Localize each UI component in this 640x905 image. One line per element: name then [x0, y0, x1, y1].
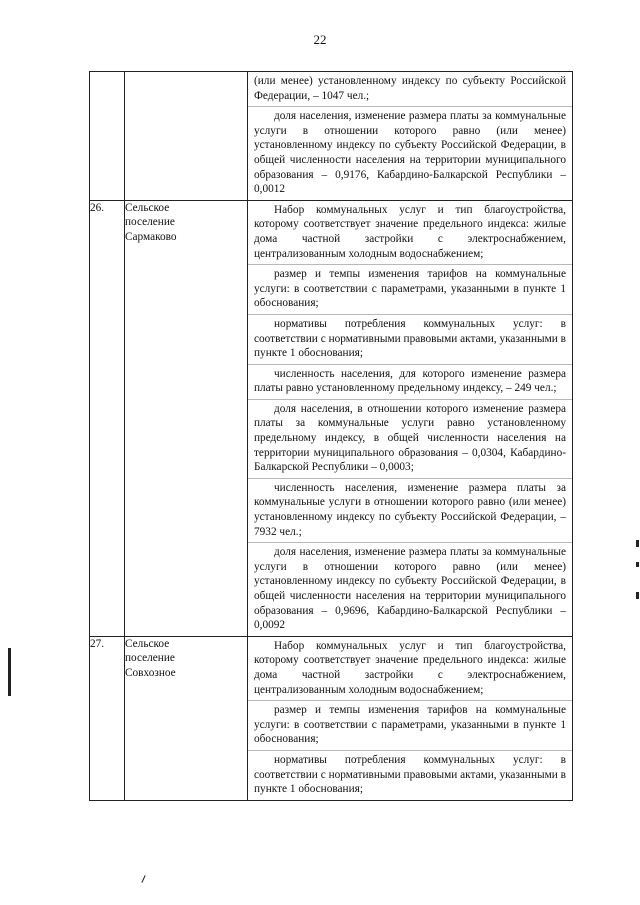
- settlement-name-line: поселение: [125, 216, 175, 229]
- settlement-name-line: Сельское: [125, 201, 170, 214]
- description-paragraph: доля населения, в отношении которого изменение размера платы за коммунальные услуги равно установленному предельному индексу, в общей численности населения на территории муниципального образования – 0,0304, Кабардино-Балкарской Республики – 0,0003;: [248, 399, 572, 478]
- scan-mark-bottom: [141, 875, 145, 883]
- description-paragraph: численность населения, для которого изменение размера платы равно установленному предельному индексу, – 249 чел.;: [248, 364, 572, 399]
- description-cell: [248, 636, 573, 800]
- table-row: [90, 72, 573, 201]
- row-number: 26.: [90, 200, 125, 636]
- description-paragraph: доля населения, изменение размера платы за коммунальные услуги в отношении которого равно (или менее) установленному индексу по субъекту Российской Федерации, в общей численности населения на территории муниципального образования – 0,9696, Кабардино-Балкарской Республики – 0,0092: [248, 542, 572, 636]
- row-number: [90, 72, 125, 201]
- scan-mark-right-2: [636, 562, 639, 567]
- table-body: [90, 72, 573, 801]
- row-number: 27.: [90, 636, 125, 800]
- settlements-table: [89, 71, 573, 801]
- description-paragraph: (или менее) установленному индексу по субъекту Российской Федерации, – 1047 чел.;: [254, 75, 566, 102]
- description-paragraph: численность населения, изменение размера платы за коммунальные услуги в отношении которого равно (или менее) установленному индексу по субъекту Российской Федерации, – 7932 чел.;: [248, 478, 572, 542]
- settlement-name-line: Сельское: [125, 637, 170, 650]
- settlement-name-line: Сармаково: [125, 230, 177, 243]
- settlement-name: [125, 72, 248, 201]
- page-number: 22: [313, 32, 327, 47]
- settlement-name: [125, 636, 248, 800]
- description-paragraph: Набор коммунальных услуг и тип благоустройства, которому соответствует значение предельного индекса: жилые дома частной застройки с электроснабжением, централизованным холодным водоснабжением;: [254, 203, 566, 260]
- description-paragraph: доля населения, изменение размера платы за коммунальные услуги в отношении которого равно (или менее) установленному индексу по субъекту Российской Федерации, в общей численности населения на территории муниципального образования – 0,9176, Кабардино-Балкарской Республики – 0,0012: [248, 106, 572, 200]
- settlement-name-line: поселение: [125, 652, 175, 665]
- settlement-name: [125, 200, 248, 636]
- settlement-name-line: Совхозное: [125, 666, 176, 679]
- scan-mark-left: [8, 648, 11, 696]
- description-cell: [248, 200, 573, 636]
- scan-mark-right-3: [636, 592, 639, 599]
- scan-mark-right-1: [636, 540, 639, 547]
- description-cell: [248, 72, 573, 201]
- description-paragraph: размер и темпы изменения тарифов на коммунальные услуги: в соответствии с параметрами, указанными в пункте 1 обоснования;: [248, 700, 572, 750]
- description-paragraph: размер и темпы изменения тарифов на коммунальные услуги: в соответствии с параметрами, указанными в пункте 1 обоснования;: [248, 264, 572, 314]
- description-paragraph: нормативы потребления коммунальных услуг: в соответствии с нормативными правовыми актами, указанными в пункте 1 обоснования;: [248, 314, 572, 364]
- description-paragraph: Набор коммунальных услуг и тип благоустройства, которому соответствует значение предельного индекса: жилые дома частной застройки с электроснабжением, централизованным холодным водоснабжением;: [254, 639, 566, 696]
- table-row: [90, 200, 573, 636]
- table-row: [90, 636, 573, 800]
- description-paragraph: нормативы потребления коммунальных услуг: в соответствии с нормативными правовыми актами, указанными в пункте 1 обоснования;: [248, 750, 572, 800]
